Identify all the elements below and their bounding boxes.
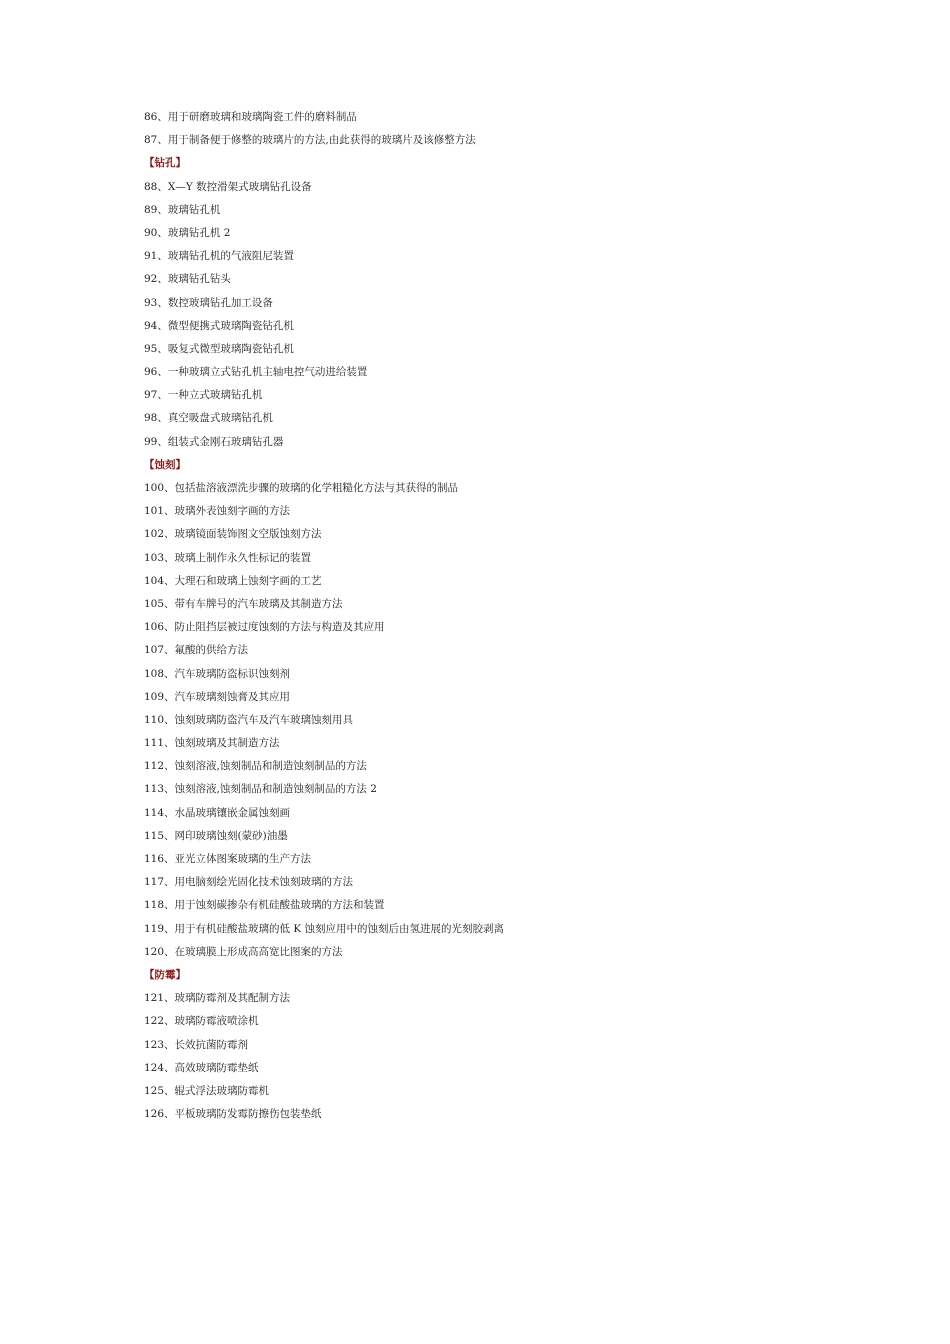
list-item: 99、组装式金刚石玻璃钻孔器 <box>144 435 284 448</box>
list-item: 114、水晶玻璃镶嵌金属蚀刻画 <box>144 806 291 819</box>
list-item: 106、防止阻挡层被过度蚀刻的方法与构造及其应用 <box>144 621 385 634</box>
document-body <box>144 106 904 1126</box>
list-item: 119、用于有机硅酸盐玻璃的低 K 蚀刻应用中的蚀刻后由氢进展的光刻胶剥离 <box>144 922 505 935</box>
list-item: 95、吸复式微型玻璃陶瓷钻孔机 <box>144 342 294 355</box>
list-item: 97、一种立式玻璃钻孔机 <box>144 389 263 402</box>
list-item: 117、用电脑刻绘光固化技术蚀刻玻璃的方法 <box>144 876 354 889</box>
list-item: 88、X—Y 数控滑架式玻璃钻孔设备 <box>144 180 312 193</box>
list-item: 120、在玻璃膜上形成高高宽比图案的方法 <box>144 945 343 958</box>
list-item: 126、平板玻璃防发霉防擦伤包装垫纸 <box>144 1108 322 1121</box>
list-item: 113、蚀刻溶液,蚀刻制品和制造蚀刻制品的方法 2 <box>144 783 377 796</box>
list-item: 112、蚀刻溶液,蚀刻制品和制造蚀刻制品的方法 <box>144 760 367 773</box>
list-item: 122、玻璃防霉液喷涂机 <box>144 1015 259 1028</box>
list-item: 93、数控玻璃钻孔加工设备 <box>144 296 273 309</box>
list-item: 86、用于研磨玻璃和玻璃陶瓷工件的磨料制品 <box>144 111 357 123</box>
list-item: 104、大理石和玻璃上蚀刻字画的工艺 <box>144 574 322 587</box>
section-heading: 【钻孔】 <box>144 157 186 170</box>
list-item: 101、玻璃外表蚀刻字画的方法 <box>144 505 291 518</box>
list-item: 90、玻璃钻孔机 2 <box>144 226 231 239</box>
section-heading: 【防霉】 <box>144 968 186 981</box>
list-item: 91、玻璃钻孔机的气液阻尼装置 <box>144 250 294 263</box>
list-item: 103、玻璃上制作永久性标记的装置 <box>144 551 312 564</box>
list-item: 96、一种玻璃立式钻孔机主轴电控气动进给装置 <box>144 366 368 379</box>
list-item: 94、微型便携式玻璃陶瓷钻孔机 <box>144 319 294 332</box>
list-item: 109、汽车玻璃刻蚀膏及其应用 <box>144 690 291 703</box>
list-item: 124、高效玻璃防霉垫纸 <box>144 1061 259 1074</box>
list-item: 111、蚀刻玻璃及其制造方法 <box>144 737 280 750</box>
section-heading: 【蚀刻】 <box>144 458 186 471</box>
list-item: 110、蚀刻玻璃防盗汽车及汽车玻璃蚀刻用具 <box>144 713 354 726</box>
list-item: 125、辊式浮法玻璃防霉机 <box>144 1084 270 1097</box>
list-item: 105、带有车牌号的汽车玻璃及其制造方法 <box>144 597 343 610</box>
list-item: 87、用于制备便于修整的玻璃片的方法,由此获得的玻璃片及该修整方法 <box>144 134 476 147</box>
list-item: 98、真空吸盘式玻璃钻孔机 <box>144 412 273 425</box>
list-item: 92、玻璃钻孔钻头 <box>144 273 231 286</box>
list-item: 100、包括盐溶液漂洗步骤的玻璃的化学粗糙化方法与其获得的制品 <box>144 482 459 494</box>
list-item: 102、玻璃镜面装饰图文空版蚀刻方法 <box>144 528 322 541</box>
list-item: 107、氟酸的供给方法 <box>144 644 249 657</box>
list-item: 116、亚光立体图案玻璃的生产方法 <box>144 853 312 865</box>
list-item: 108、汽车玻璃防盗标识蚀刻剂 <box>144 667 291 680</box>
list-item: 118、用于蚀刻碳掺杂有机硅酸盐玻璃的方法和装置 <box>144 899 385 912</box>
list-item: 121、玻璃防霉剂及其配制方法 <box>144 992 291 1005</box>
list-item: 123、长效抗菌防霉剂 <box>144 1038 249 1051</box>
list-item: 89、玻璃钻孔机 <box>144 203 221 216</box>
list-item: 115、网印玻璃蚀刻(蒙砂)油墨 <box>144 829 288 842</box>
